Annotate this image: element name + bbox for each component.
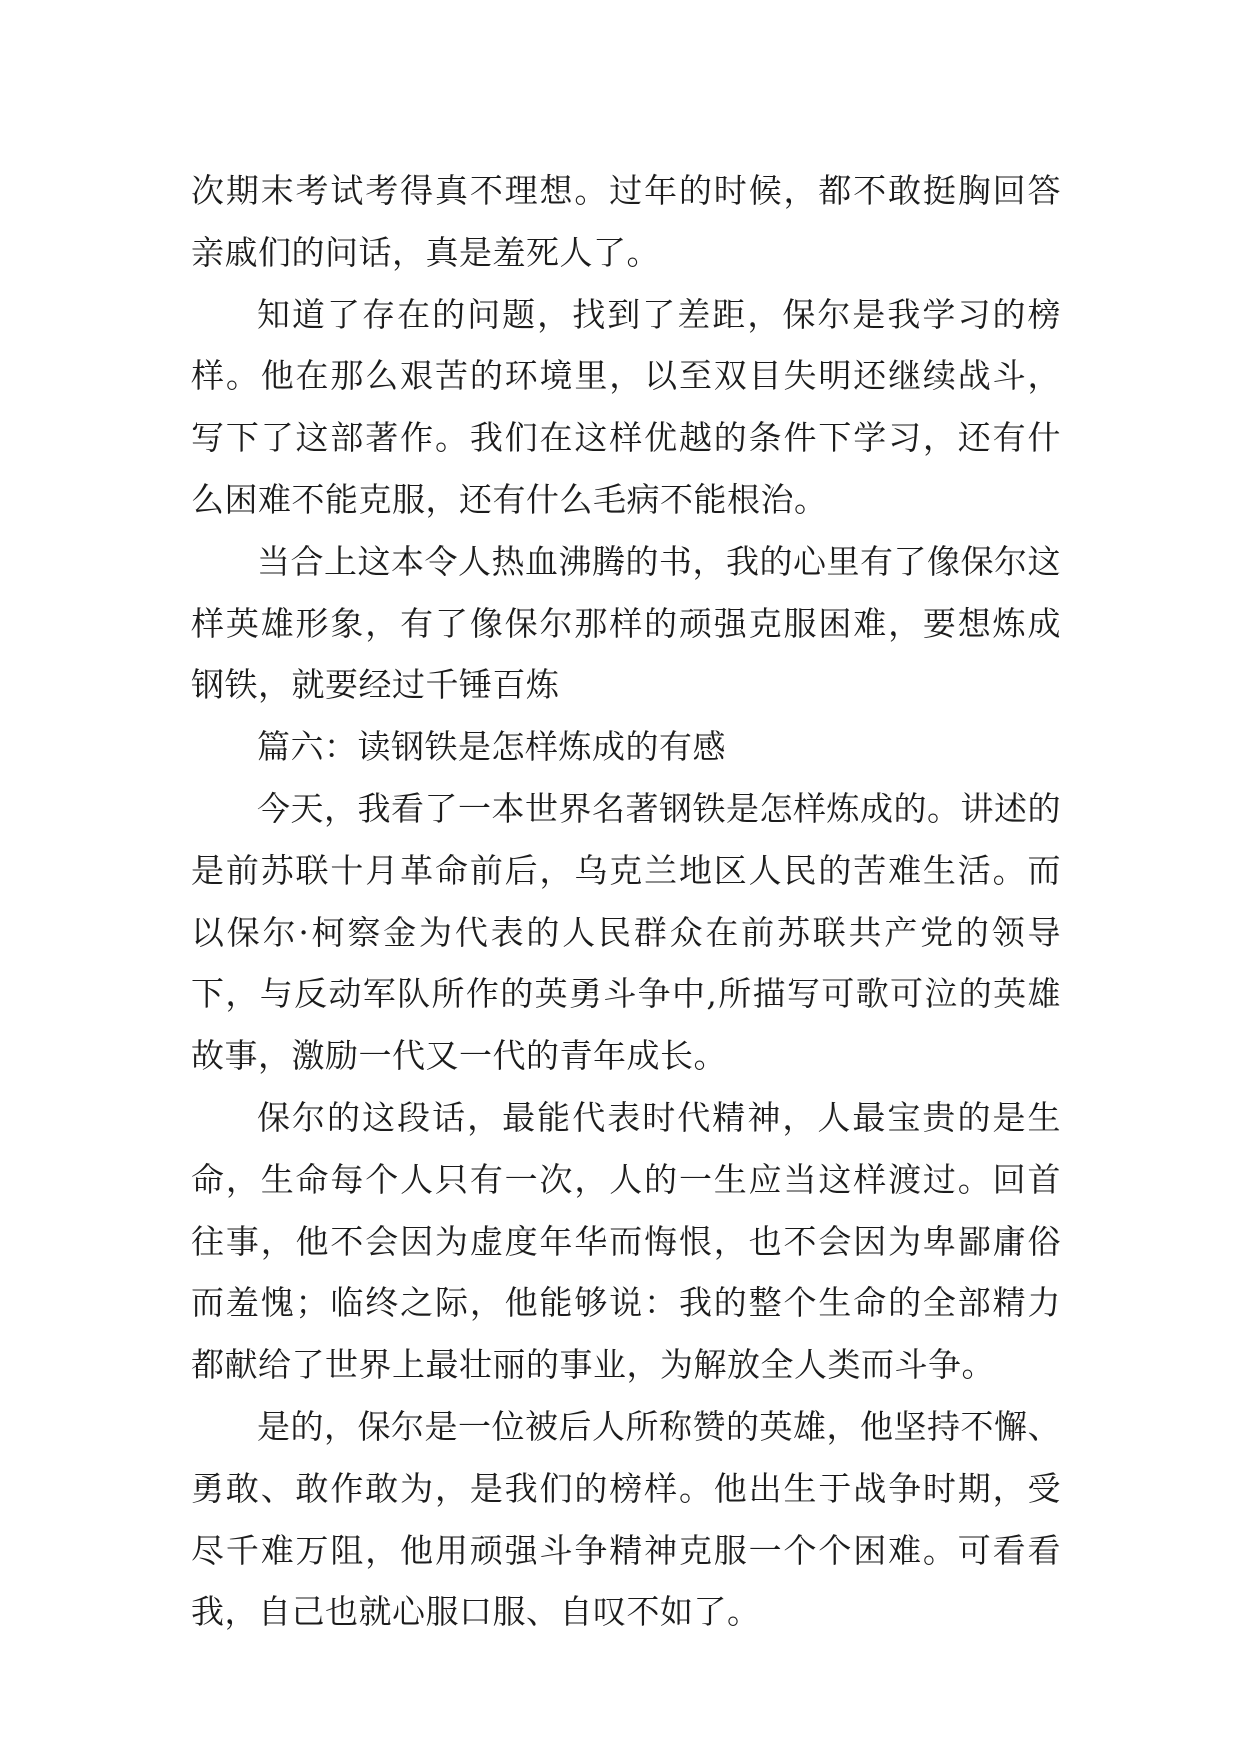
paragraph-3: 当合上这本令人热血沸腾的书，我的心里有了像保尔这样英雄形象，有了像保尔那样的顽强克服困难，要想炼成钢铁，就要经过千锤百炼: [191, 541, 1061, 705]
paragraph-2: 知道了存在的问题，找到了差距，保尔是我学习的榜样。他在那么艰苦的环境里，以至双目失明还继续战斗，写下了这部著作。我们在这样优越的条件下学习，还有什么困难不能克服，还有什么毛病不能根治。: [191, 294, 1061, 519]
section-heading: 篇六：读钢铁是怎样炼成的有感: [257, 727, 726, 767]
body-text: [191, 160, 1061, 1643]
paragraph-1: 次期末考试考得真不理想。过年的时候，都不敢挺胸回答亲戚们的问话，真是羞死人了。: [191, 171, 1061, 272]
paragraph-5: 保尔的这段话，最能代表时代精神，人最宝贵的是生命，生命每个人只有一次，人的一生应当这样渡过。回首往事，他不会因为虚度年华而悔恨，也不会因为卑鄙庸俗而羞愧；临终之际，他能够说：我的整个生命的全部精力都献给了世界上最壮丽的事业，为解放全人类而斗争。: [191, 1097, 1061, 1385]
paragraph-6: 是的，保尔是一位被后人所称赞的英雄，他坚持不懈、勇敢、敢作敢为，是我们的榜样。他出生于战争时期，受尽千难万阻，他用顽强斗争精神克服一个个困难。可看看我，自己也就心服口服、自叹不如了。: [191, 1406, 1061, 1632]
paragraph-4: 今天，我看了一本世界名著钢铁是怎样炼成的。讲述的是前苏联十月革命前后，乌克兰地区人民的苦难生活。而以保尔·柯察金为代表的人民群众在前苏联共产党的领导下，与反动军队所作的英勇斗争中,所描写可歌可泣的英雄故事，激励一代又一代的青年成长。: [191, 788, 1061, 1076]
